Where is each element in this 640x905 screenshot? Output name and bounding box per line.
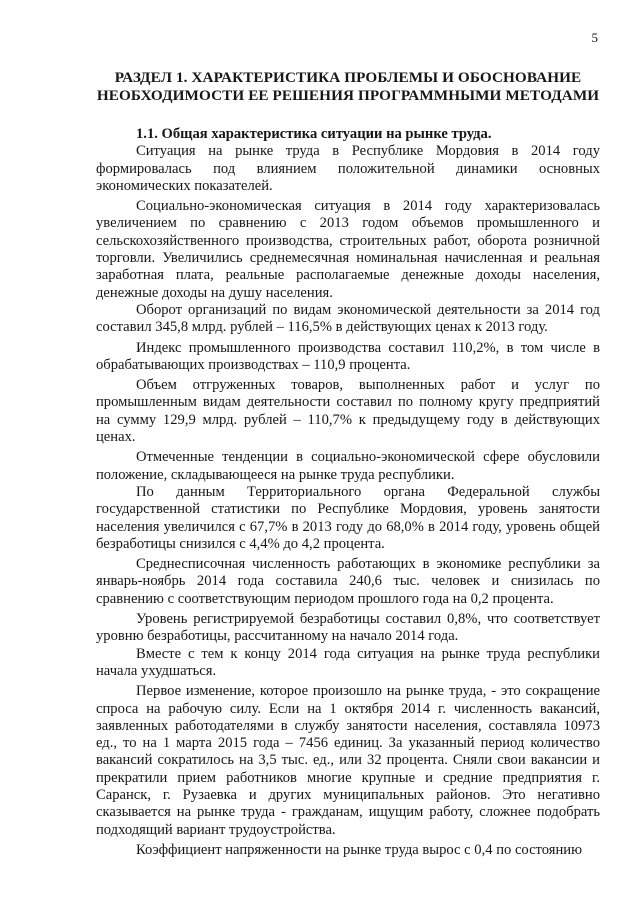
paragraph: Отмеченные тенденции в социально-экономической сфере обусловили положение, складывающееся на рынке труда республики. (96, 449, 600, 483)
section-title-line-2: НЕОБХОДИМОСТИ ЕЕ РЕШЕНИЯ ПРОГРАММНЫМИ МЕТОДАМИ (96, 87, 600, 104)
paragraph: Вместе с тем к концу 2014 года ситуация на рынке труда республики начала ухудшаться. (96, 645, 600, 679)
page-number: 5 (591, 30, 598, 45)
paragraph: Первое изменение, которое произошло на рынке труда, - это сокращение спроса на рабочую силу. Если на 1 октября 2014 г. численность вакансий, заявленных работодателями в службу занятости населения, составляла 10973 ед., то на 1 марта 2015 года – 7456 единиц. За указанный период количество вакансий сократилось на 3,5 тыс. ед., или 32 процента. Сняли свои вакансии и прекратили прием работников многие крупные и средние предприятия г. Саранск, г. Рузаевка и других муниципальных районов. Это негативно сказывается на рынке труда - гражданам, ищущим работу, сложнее подобрать подходящий вариант трудоустройства. (96, 683, 600, 838)
paragraph: Объем отгруженных товаров, выполненных работ и услуг по промышленным видам деятельности составил по полному кругу предприятий на сумму 129,9 млрд. рублей – 110,7% к предыдущему году в действующих ценах. (96, 377, 600, 446)
paragraph: Ситуация на рынке труда в Республике Мордовия в 2014 году формировалась под влиянием положительной динамики основных экономических показателей. (96, 143, 600, 194)
paragraph: Социально-экономическая ситуация в 2014 году характеризовалась увеличением по сравнению с 2013 годом объемов промышленного и сельскохозяйственного производства, строительных работ, оборота розничной торговли. Увеличились среднемесячная номинальная начисленная и реальная заработная плата, реальные располагаемые денежные доходы населения, денежные доходы на душу населения. (96, 198, 600, 301)
document-body (96, 126, 600, 859)
paragraph: Оборот организаций по видам экономической деятельности за 2014 год составил 345,8 млрд. рублей – 116,5% в действующих ценах к 2013 году. (96, 301, 600, 336)
paragraph: По данным Территориального органа Федеральной службы государственной статистики по Республике Мордовия, уровень занятости населения увеличился с 67,7% в 2013 году до 68,0% в 2014 году, уровень общей безработицы снизился с 4,4% до 4,2 процента. (96, 483, 600, 552)
section-title-line-1: РАЗДЕЛ 1. ХАРАКТЕРИСТИКА ПРОБЛЕМЫ И ОБОСНОВАНИЕ (114, 69, 582, 86)
paragraph: Уровень регистрируемой безработицы составил 0,8%, что соответствует уровню безработицы, рассчитанному на начало 2014 года. (96, 611, 600, 645)
section-title (96, 69, 600, 105)
paragraph: Индекс промышленного производства составил 110,2%, в том числе в обрабатывающих производствах – 110,9 процента. (96, 339, 600, 373)
paragraph: Коэффициент напряженности на рынке труда вырос с 0,4 по состоянию (136, 841, 582, 858)
subsection-title: 1.1. Общая характеристика ситуации на рынке труда. (136, 126, 492, 142)
paragraph: Среднесписочная численность работающих в экономике республики за январь-ноябрь 2014 года составила 240,6 тыс. человек и снизилась по сравнению с соответствующим периодом прошлого года на 0,2 процента. (96, 556, 600, 607)
